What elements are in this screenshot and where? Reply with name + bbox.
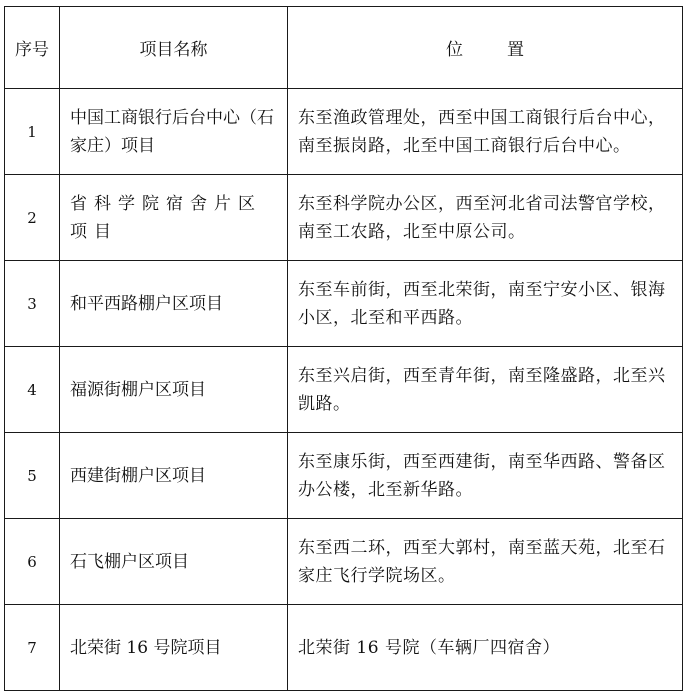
row-index: 5 — [5, 433, 60, 519]
projects-table — [4, 6, 683, 691]
row-location: 东至兴启街，西至青年街，南至隆盛路，北至兴凯路。 — [288, 347, 683, 433]
table-row — [5, 605, 683, 691]
row-location: 东至渔政管理处，西至中国工商银行后台中心，南至振岗路，北至中国工商银行后台中心。 — [288, 89, 683, 175]
table-row — [5, 519, 683, 605]
table-row — [5, 89, 683, 175]
table-row — [5, 261, 683, 347]
row-index: 1 — [5, 89, 60, 175]
row-location: 东至车前街，西至北荣街，南至宁安小区、银海小区，北至和平西路。 — [288, 261, 683, 347]
row-project-name: 石飞棚户区项目 — [60, 519, 288, 605]
header-project-name: 项目名称 — [60, 7, 288, 89]
row-index: 2 — [5, 175, 60, 261]
row-location: 东至西二环，西至大郭村，南至蓝天苑，北至石家庄飞行学院场区。 — [288, 519, 683, 605]
row-project-name: 西建街棚户区项目 — [60, 433, 288, 519]
row-project-name: 北荣街 16 号院项目 — [60, 605, 288, 691]
row-project-name: 省科学院宿舍片区项目 — [60, 175, 288, 261]
row-project-name: 中国工商银行后台中心（石家庄）项目 — [60, 89, 288, 175]
row-index: 3 — [5, 261, 60, 347]
row-index: 4 — [5, 347, 60, 433]
table-row — [5, 433, 683, 519]
table-row — [5, 347, 683, 433]
row-index: 6 — [5, 519, 60, 605]
table-row — [5, 175, 683, 261]
row-project-name: 和平西路棚户区项目 — [60, 261, 288, 347]
header-index: 序号 — [5, 7, 60, 89]
header-location: 位置 — [288, 7, 683, 89]
row-location: 东至科学院办公区，西至河北省司法警官学校，南至工农路，北至中原公司。 — [288, 175, 683, 261]
row-index: 7 — [5, 605, 60, 691]
row-location: 北荣街 16 号院（车辆厂四宿舍） — [288, 605, 683, 691]
row-project-name: 福源街棚户区项目 — [60, 347, 288, 433]
table-header-row — [5, 7, 683, 89]
row-location: 东至康乐街，西至西建街，南至华西路、警备区办公楼，北至新华路。 — [288, 433, 683, 519]
